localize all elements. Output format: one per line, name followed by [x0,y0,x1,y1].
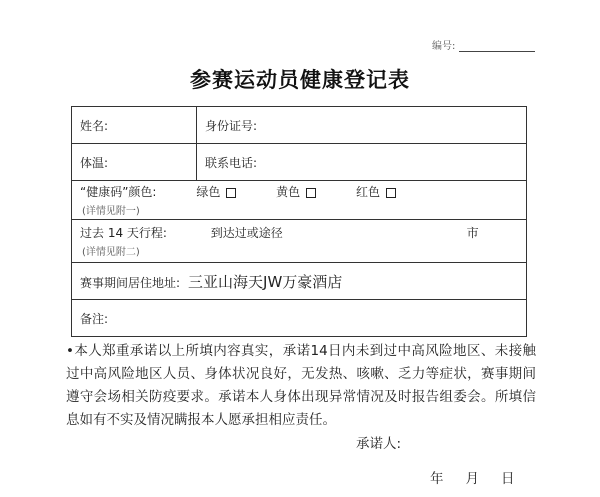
option-yellow[interactable] [276,183,316,200]
option-green-label: 绿色 [196,185,221,199]
name-cell[interactable] [72,107,197,144]
health-code-cell [72,181,527,220]
option-green[interactable] [196,183,236,200]
remark-label: 备注: [80,311,109,326]
pledge-text: •本人郑重承诺以上所填内容真实，承诺14日内未到过中高风险地区、未接触过中高风险地区人员、身体状况良好，无发热、咳嗽、乏力等症状，赛事期间遵守会场相关防疫要求。承诺本人身体出现异常情况及时报告组委会。所填信息如有不实及情况瞒报本人愿承担相应责任。 [66,343,536,428]
option-red[interactable] [356,183,396,200]
name-row [72,107,527,144]
red-checkbox[interactable] [386,188,396,198]
temperature-row [72,144,527,181]
serial-number [432,37,535,52]
date-month: 月 [465,471,479,487]
hotel-label: 赛事期间居住地址: [80,275,181,290]
signature-date[interactable] [430,467,537,487]
serial-blank[interactable] [459,41,535,52]
hotel-cell[interactable] [72,263,527,300]
remark-cell[interactable] [72,300,527,337]
trip-row [72,220,527,263]
hotel-value: 三亚山海天JW万豪酒店 [188,272,343,291]
hotel-row [72,263,527,300]
temperature-label: 体温: [80,155,109,170]
health-code-note: (详情见附一) [82,206,140,217]
id-label: 身份证号: [205,118,258,133]
trip-note: (详情见附二) [82,247,140,258]
serial-label: 编号: [432,41,456,52]
id-cell[interactable] [197,107,527,144]
registration-form [71,106,527,337]
trip-city: 市 [466,226,479,240]
phone-label: 联系电话: [205,155,258,170]
date-year: 年 [430,471,444,487]
promiser-label: 承诺人: [356,436,402,452]
option-yellow-label: 黄色 [276,185,301,199]
remark-row [72,300,527,337]
trip-cell[interactable] [72,220,527,263]
page-title: 参赛运动员健康登记表 [190,68,410,92]
trip-label: 过去 14 天行程: [80,226,167,240]
name-label: 姓名: [80,118,109,133]
yellow-checkbox[interactable] [306,188,316,198]
date-day: 日 [501,471,515,487]
trip-route: 到达过或途径 [210,226,283,240]
health-code-label: “健康码”颜色: [80,185,157,199]
option-red-label: 红色 [356,185,381,199]
green-checkbox[interactable] [226,188,236,198]
health-code-row [72,181,527,220]
promiser-signature[interactable] [356,432,401,452]
temperature-cell[interactable] [72,144,197,181]
phone-cell[interactable] [197,144,527,181]
